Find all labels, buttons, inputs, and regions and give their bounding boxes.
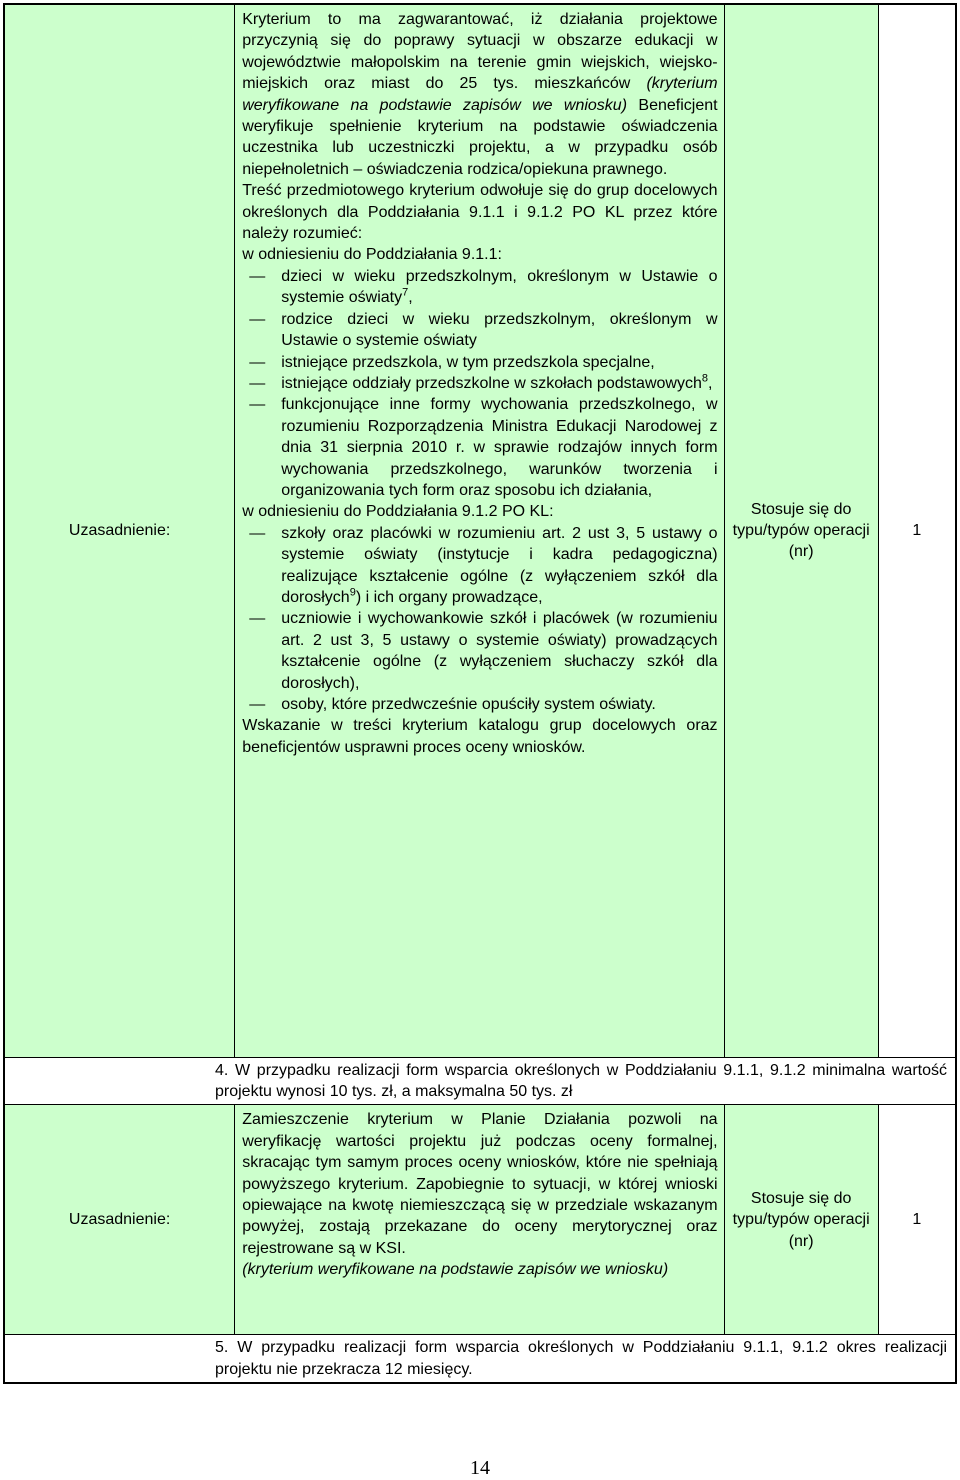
criterion-4-text: 4. W przypadku realizacji form wsparcia określonych w Poddziałaniu 9.1.1, 9.1.2 minimalna wartość projektu wynosi 10 tys. zł, a maksymalna 50 tys. zł	[215, 1061, 947, 1100]
paragraph-3: w odniesieniu do Poddziałania 9.1.1:	[242, 246, 502, 264]
page-number: 14	[470, 1457, 490, 1479]
criterion-5	[4, 1335, 956, 1383]
paragraph-1: Zamieszczenie kryterium w Planie Działania pozwoli na weryfikację wartości projektu już podczas oceny formalnej, skracając tym samym proces oceny wniosków, które nie spełniają powyższego kryterium. Zapobiegnie to sytuacji, w której wnioski opiewające na kwotę niemieszczącą się w przedziale wskazanym powyżej, zostają przekazane do oceny merytorycznej oraz rejestrowane są w KSI.	[242, 1111, 718, 1257]
applies-to-operation-types-1	[724, 4, 878, 1057]
applies-to-text: Stosuje się do typu/typów operacji (nr)	[732, 1189, 870, 1250]
criterion-5-text: 5. W przypadku realizacji form wsparcia określonych w Poddziałaniu 9.1.1, 9.1.2 okres realizacji projektu nie przekracza 12 miesięcy.	[215, 1339, 947, 1378]
criterion-4-row	[4, 1057, 956, 1105]
list-item: — istniejące oddziały przedszkolne w szkołach podstawowych$^8$,	[242, 373, 717, 394]
operation-number-1	[878, 4, 956, 1057]
paragraph-1	[242, 9, 717, 180]
justification-label-1	[4, 4, 235, 1057]
paragraph-1-text: Kryterium to ma zagwarantować, iż działania projektowe przyczynią się do poprawy sytuacji w obszarze edukacji w województwie małopolskim na terenie gmin wiejskich, wiejsko-miejskich oraz miast do 25 tys. mieszkańców	[242, 11, 718, 93]
list-item: — uczniowie i wychowankowie szkół i placówek (w rozumieniu art. 2 ust 3, 5 ustawy o systemie oświaty) prowadzących kształcenie ogólne (z wyłączeniem słuchaczy szkół dla dorosłych),	[242, 608, 717, 694]
justification-row-2	[4, 1105, 956, 1335]
list-item: — istniejące przedszkola, w tym przedszkola specjalne,	[242, 352, 717, 373]
target-groups-list-2	[242, 523, 717, 716]
justification-row-1	[4, 4, 956, 1057]
criterion-4	[4, 1057, 956, 1105]
applies-to-text: Stosuje się do typu/typów operacji (nr)	[732, 500, 870, 561]
operation-number-text: 1	[912, 1210, 922, 1228]
list-item: — funkcjonujące inne formy wychowania przedszkolnego, w rozumieniu Rozporządzenia Ministra Edukacji Narodowej z dnia 31 sierpnia 2010 r. w sprawie rodzajów innych form wychowania przedszkolnego, warunków tworzenia i organizowania tych form oraz sposobu ich działania,	[242, 394, 717, 501]
criterion-5-row	[4, 1335, 956, 1383]
justification-label-2	[4, 1105, 235, 1335]
target-groups-list-1	[242, 266, 717, 501]
applies-to-operation-types-2	[724, 1105, 878, 1335]
operation-number-text: 1	[912, 521, 922, 539]
justification-text-1	[235, 4, 724, 1057]
list-item: — rodzice dzieci w wieku przedszkolnym, określonym w Ustawie o systemie oświaty	[242, 309, 717, 352]
operation-number-2	[878, 1105, 956, 1335]
paragraph-1-rest: Beneficjent weryfikuje spełnienie kryterium na podstawie oświadczenia uczestnika lub uczestniczki projektu, a w przypadku osób niepełnoletnich – oświadczenia rodzica/opiekuna prawnego.	[242, 96, 718, 178]
list-item: — osoby, które przedwcześnie opuściły system oświaty.	[242, 694, 717, 715]
justification-text-2	[235, 1105, 724, 1335]
justification-label-text: Uzasadnienie:	[68, 521, 171, 539]
justification-label-text: Uzasadnienie:	[68, 1210, 171, 1228]
paragraph-italic: (kryterium weryfikowane na podstawie zapisów we wniosku)	[242, 1261, 669, 1279]
paragraph-1-italic: (kryterium weryfikowane na podstawie zapisów we wniosku)	[242, 75, 718, 114]
list-item: — szkoły oraz placówki w rozumieniu art. 2 ust 3, 5 ustawy o systemie oświaty (instytucje i kadra pedagogiczna) realizujące kształcenie ogólne (z wyłączeniem szkół dla dorosłych$^9$) i ich organy prowadzące,	[242, 523, 717, 609]
list-item: — dzieci w wieku przedszkolnym, określonym w Ustawie o systemie oświaty$^7$,	[242, 266, 717, 309]
paragraph-2: Treść przedmiotowego kryterium odwołuje się do grup docelowych określonych dla Poddziałania 9.1.1 i 9.1.2 PO KL przez które należy rozumieć:	[242, 182, 718, 243]
paragraph-5: Wskazanie w treści kryterium katalogu grup docelowych oraz beneficjentów usprawni proces oceny wniosków.	[242, 717, 718, 756]
criteria-table	[3, 3, 957, 1384]
paragraph-4: w odniesieniu do Poddziałania 9.1.2 PO KL:	[242, 503, 554, 521]
